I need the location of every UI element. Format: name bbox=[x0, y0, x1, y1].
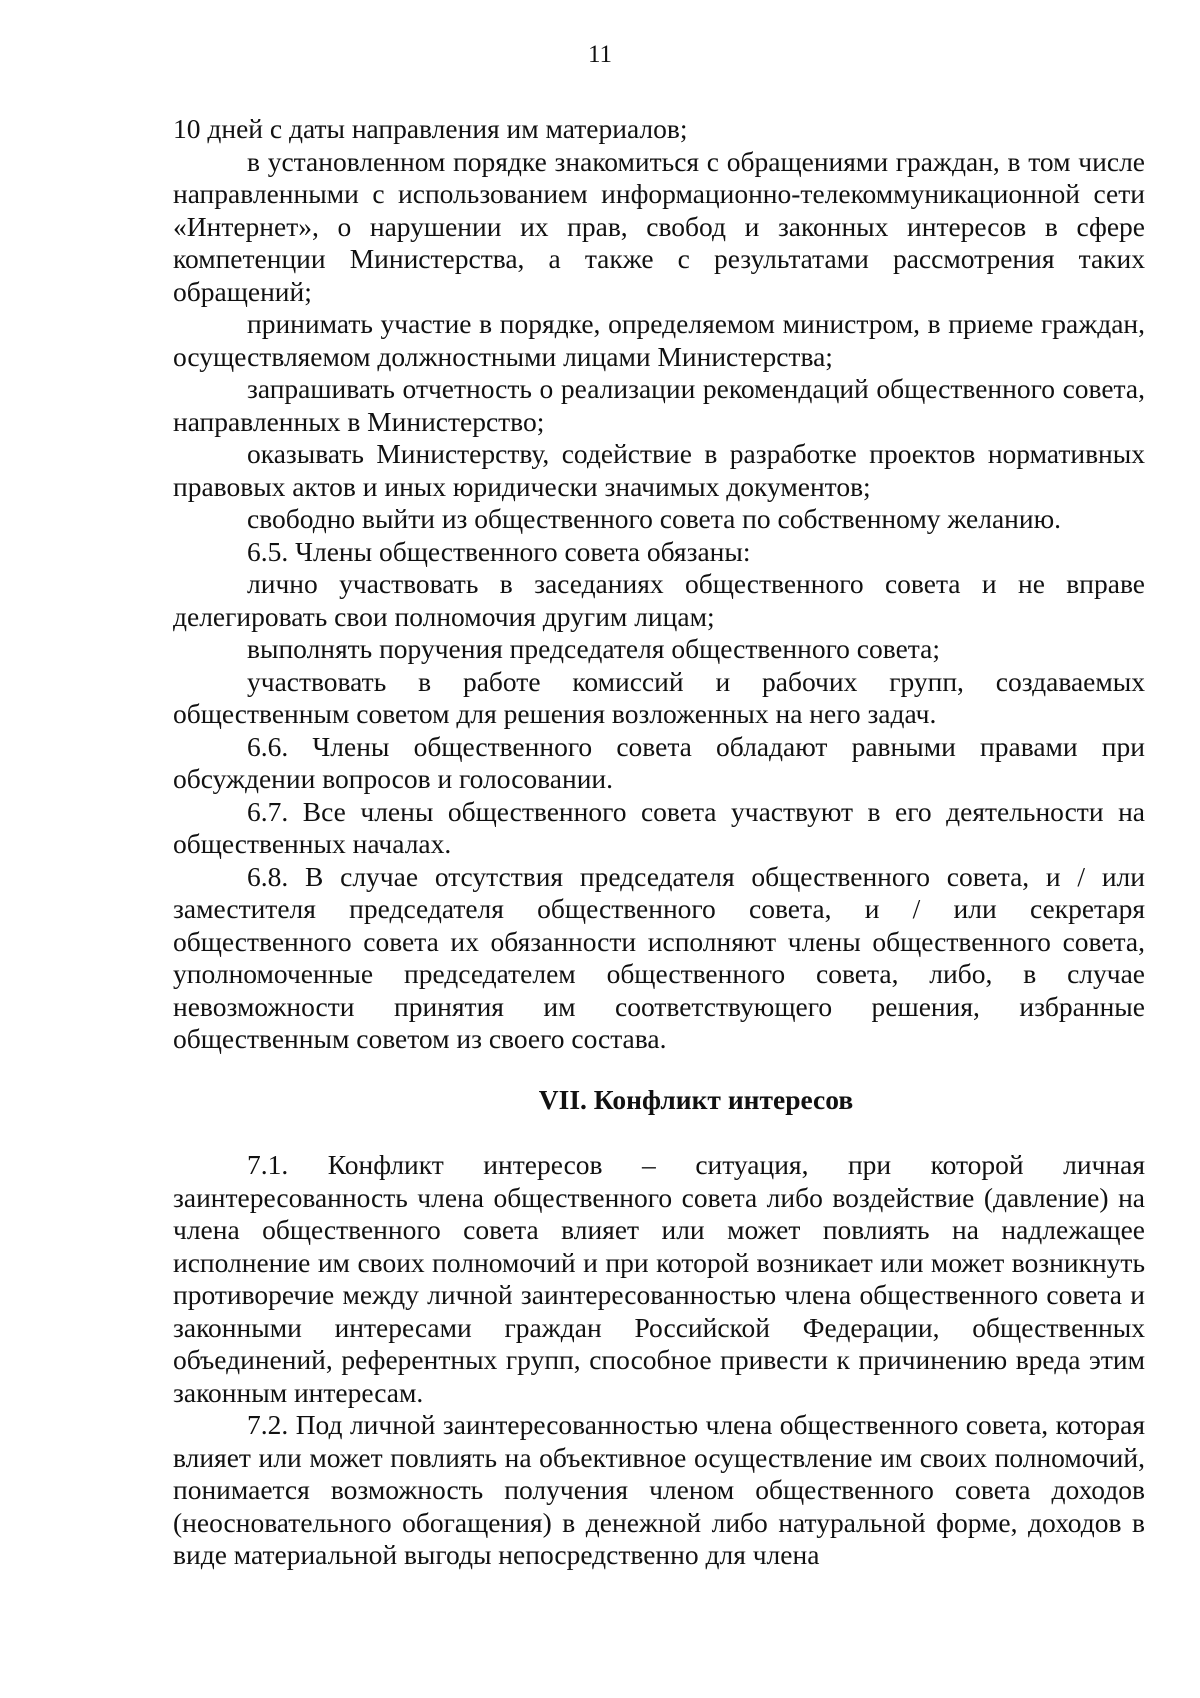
page-number: 11 bbox=[587, 41, 613, 68]
paragraph: 6.5. Члены общественного совета обязаны: bbox=[247, 535, 751, 567]
paragraph: 7.1. Конфликт интересов – ситуация, при которой личная заинтересованность члена общественного совета либо воздействие (давление) на члена общественного совета влияет или может повлиять на надлежащее исполнение им своих полномочий и при которой возникает или может возникнуть противоречие между личной заинтересованностью члена общественного совета и законными интересами граждан Российской Федерации, общественных объединений, референтных групп, способное привести к причинению вреда этим законным интересам. bbox=[173, 1149, 1145, 1408]
paragraphs-before-section bbox=[173, 113, 1145, 1056]
document-body bbox=[173, 113, 1145, 1572]
paragraph: свободно выйти из общественного совета по собственному желанию. bbox=[247, 503, 1062, 534]
paragraph: участвовать в работе комиссий и рабочих групп, создаваемых общественным советом для решения возложенных на него задач. bbox=[173, 665, 1145, 729]
paragraph: принимать участие в порядке, определяемом министром, в приеме граждан, осуществляемом должностными лицами Министерства; bbox=[173, 308, 1145, 372]
paragraph: в установленном порядке знакомиться с обращениями граждан, в том числе направленными с использованием информационно-телекоммуникационной сети «Интернет», о нарушении их прав, свобод и законных интересов в сфере компетенции Министерства, а также с результатами рассмотрения таких обращений; bbox=[173, 145, 1145, 307]
paragraph: 7.2. Под личной заинтересованностью члена общественного совета, которая влияет или может повлиять на объективное осуществление им своих полномочий, понимается возможность получения членом общественного совета доходов (неосновательного обогащения) в денежной либо натуральной форме, доходов в виде материальной выгоды непосредственно для члена bbox=[173, 1409, 1145, 1570]
paragraph: 6.6. Члены общественного совета обладают равными правами при обсуждении вопросов и голосовании. bbox=[173, 730, 1145, 794]
paragraph: выполнять поручения председателя общественного совета; bbox=[247, 633, 940, 664]
paragraphs-after-section bbox=[173, 1149, 1145, 1572]
paragraph: 10 дней с даты направления им материалов; bbox=[173, 113, 688, 144]
paragraph: 6.7. Все члены общественного совета участвуют в его деятельности на общественных началах. bbox=[173, 795, 1145, 859]
paragraph: лично участвовать в заседаниях общественного совета и не вправе делегировать свои полномочия другим лицам; bbox=[173, 568, 1145, 632]
section-heading: VII. Конфликт интересов bbox=[538, 1083, 854, 1115]
paragraph: запрашивать отчетность о реализации рекомендаций общественного совета, направленных в Министерство; bbox=[173, 373, 1145, 437]
paragraph: 6.8. В случае отсутствия председателя общественного совета, и / или заместителя председателя общественного совета, и / или секретаря общественного совета их обязанности исполняют члены общественного совета, уполномоченные председателем общественного совета, либо, в случае невозможности принятия им соответствующего решения, избранные общественным советом из своего состава. bbox=[173, 860, 1145, 1054]
paragraph: оказывать Министерству, содействие в разработке проектов нормативных правовых актов и иных юридически значимых документов; bbox=[173, 438, 1145, 502]
